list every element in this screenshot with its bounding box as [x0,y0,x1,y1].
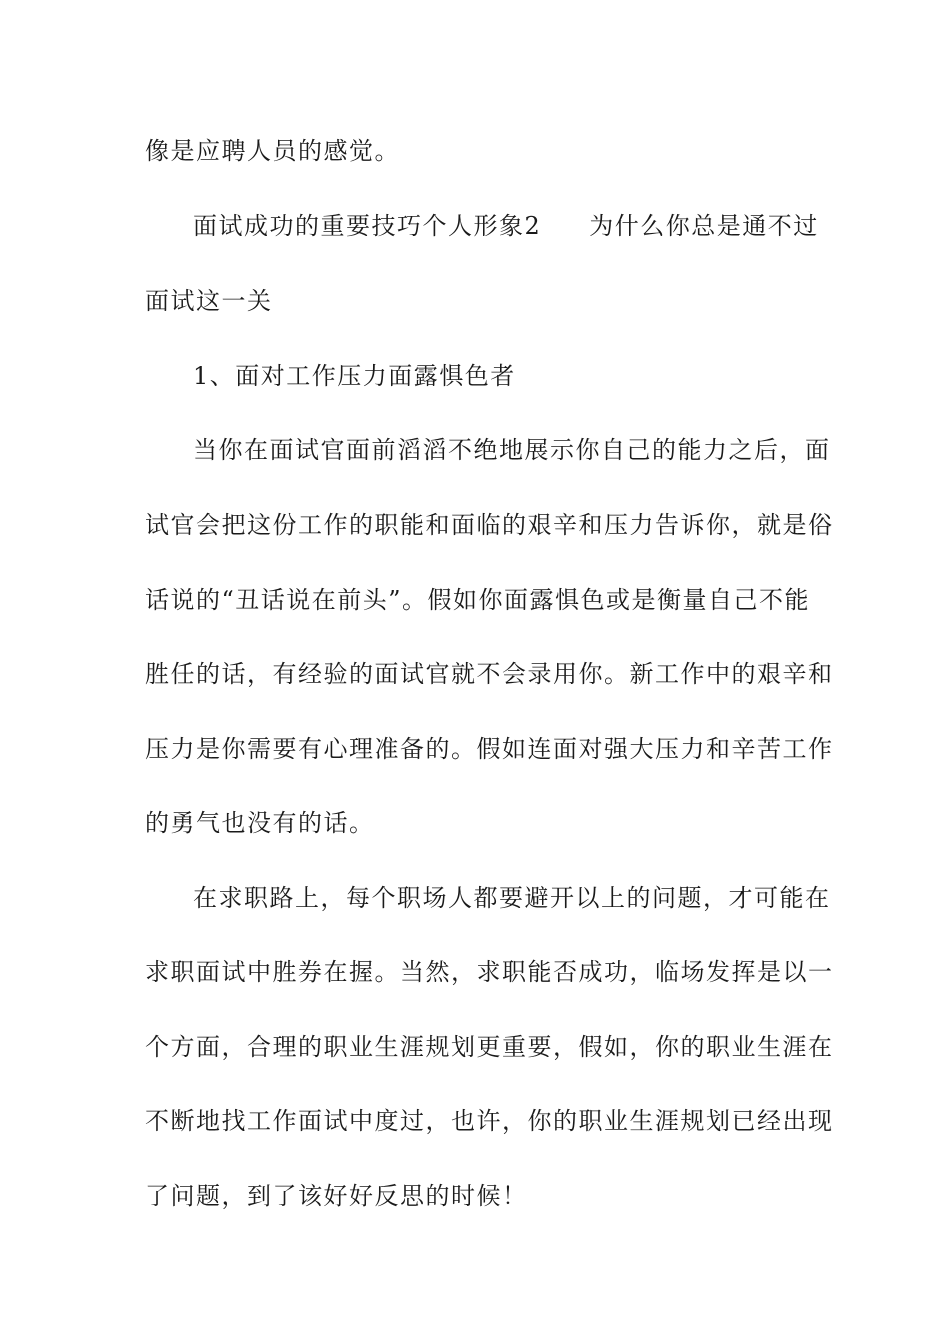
section-heading-line-1 [193,211,819,241]
paragraph-line: 了问题，到了该好好反思的时候！ [145,1182,528,1210]
paragraph-continuation-line: 像是应聘人员的感觉。 [145,137,400,165]
paragraph-line: 在求职路上，每个职场人都要避开以上的问题，才可能在 [193,884,831,912]
section-heading-line-2: 面试这一关 [145,287,273,315]
section-heading-subtitle: 为什么你总是通不过 [589,212,819,240]
paragraph-line: 当你在面试官面前滔滔不绝地展示你自己的能力之后，面 [193,436,831,464]
section-heading-title: 面试成功的重要技巧个人形象2 [193,212,542,240]
paragraph-line: 压力是你需要有心理准备的。假如连面对强大压力和辛苦工作 [145,735,834,763]
subheading: 1、面对工作压力面露惧色者 [193,362,516,390]
paragraph-line: 个方面，合理的职业生涯规划更重要，假如，你的职业生涯在 [145,1033,834,1061]
paragraph-line: 试官会把这份工作的职能和面临的艰辛和压力告诉你，就是俗 [145,511,834,539]
paragraph-line: 的勇气也没有的话。 [145,809,375,837]
paragraph-line: 胜任的话，有经验的面试官就不会录用你。新工作中的艰辛和 [145,660,834,688]
paragraph-line: 求职面试中胜券在握。当然，求职能否成功，临场发挥是以一 [145,958,834,986]
paragraph-line: 不断地找工作面试中度过，也许，你的职业生涯规划已经出现 [145,1107,834,1135]
paragraph-line: 话说的“丑话说在前头”。假如你面露惧色或是衡量自己不能 [145,586,811,614]
